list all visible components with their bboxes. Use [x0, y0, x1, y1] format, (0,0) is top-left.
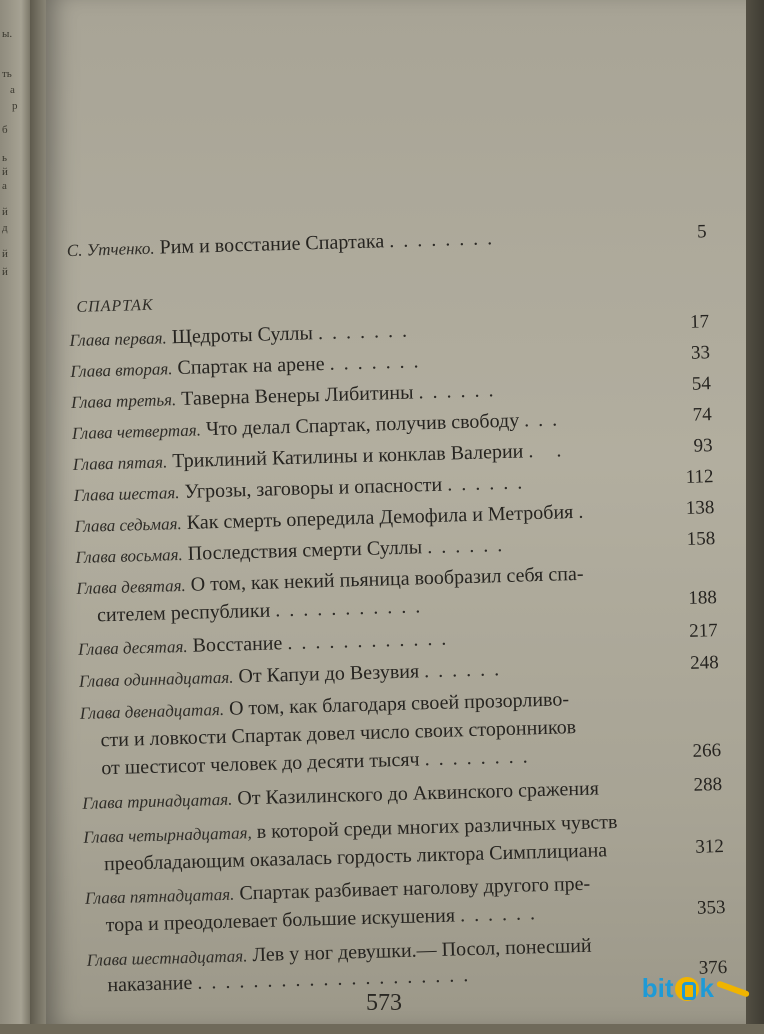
table-of-contents — [32, 0, 760, 1034]
page-number: 188 — [688, 587, 718, 609]
intro-title: Рим и восстание Спартака — [159, 230, 385, 259]
leader-dots: ...... — [423, 657, 509, 683]
page-number: 93 — [693, 435, 713, 457]
chapter-label: Глава третья. — [70, 390, 177, 413]
left-page-edge — [0, 0, 30, 1024]
leader-dots: ............ — [287, 627, 456, 655]
chapter-label: Глава четырнадцатая, — [83, 823, 252, 847]
section-heading: СПАРТАК — [76, 296, 154, 316]
leader-dots: ... — [523, 408, 567, 432]
watermark-text: bit — [641, 973, 674, 1003]
leader-dots: ........... — [274, 595, 430, 622]
page-number: 33 — [690, 342, 711, 364]
chapter-title-line: тора и преодолевает большие искушения — [105, 904, 456, 937]
page-number: 54 — [691, 373, 712, 395]
intro-leader-dots: ........ — [388, 226, 502, 253]
page-number: 158 — [686, 528, 716, 550]
chapter-label: Глава пятнадцатая. — [84, 884, 235, 908]
left-page-fragment: д — [2, 222, 8, 234]
leader-dots: ...... — [418, 378, 503, 404]
chapter-title-line: от шестисот человек до десяти тысяч — [101, 748, 420, 780]
watermark-swoosh-icon — [716, 980, 750, 997]
leader-dots: . — [578, 500, 593, 523]
left-page-fragment: й — [2, 248, 8, 260]
chapter-title-line: наказание — [107, 971, 193, 997]
chapter-title-line: Спартак разбивает наголову другого пре- — [239, 872, 591, 905]
leader-dots: . . — [527, 439, 571, 463]
chapter-title: Щедроты Суллы — [171, 322, 314, 349]
leader-dots: .................... — [197, 963, 478, 994]
page-number: 138 — [685, 497, 715, 519]
chapter-label: Глава вторая. — [70, 359, 173, 382]
page-number: 217 — [688, 620, 719, 642]
watermark-logo — [642, 973, 750, 1004]
left-page-fragment: ть — [2, 68, 12, 80]
chapter-title: От Капуи до Везувия — [238, 660, 420, 688]
left-page-fragment: б — [2, 124, 8, 136]
leader-dots: ...... — [459, 902, 545, 927]
page-number: 288 — [693, 774, 723, 796]
intro-page-number: 5 — [696, 221, 707, 243]
chapter-title: Как смерть опередила Демофила и Метробия — [186, 501, 574, 534]
chapter-title: Что делал Спартак, получив свободу — [205, 409, 520, 441]
chapter-label: Глава восьмая. — [75, 544, 184, 567]
page-folio-number: 573 — [366, 990, 402, 1016]
chapter-label: Глава седьмая. — [74, 513, 183, 536]
page-number: 112 — [685, 466, 714, 488]
chapter-title-line: О том, как благодаря своей прозорливо- — [228, 688, 570, 720]
page-number: 312 — [695, 835, 725, 858]
chapter-label: Глава девятая. — [76, 575, 187, 598]
chapter-label: Глава тринадцатая. — [82, 789, 233, 813]
left-page-fragment: ь — [2, 152, 8, 164]
chapter-title-line: сти и ловкости Спартак довел число своих сторонников — [100, 716, 577, 752]
page-number: 248 — [689, 652, 719, 674]
left-page-fragment: й — [2, 206, 8, 218]
left-page-fragment: й — [2, 166, 8, 178]
toc-intro — [67, 219, 708, 264]
left-page-fragment: а — [10, 84, 15, 96]
contents-page — [46, 0, 746, 1024]
left-page-fragment: й — [2, 266, 8, 278]
chapter-title: Угрозы, заговоры и опасности — [184, 473, 443, 503]
chapter-title-line: в которой среди многих различных чувств — [256, 810, 618, 844]
chapter-title-line: О том, как некий пьяница вообразил себя спа- — [190, 562, 584, 596]
watermark-coin-icon — [675, 977, 699, 1001]
chapter-title-line: преобладающим оказалась гордость ликтора Симплициана — [103, 839, 608, 876]
chapter-title: От Казилинского до Аквинского сражения — [237, 777, 600, 810]
chapter-title-line: Лев у ног девушки.— Посол, понесший — [252, 934, 592, 967]
left-page-fragment: р — [12, 100, 18, 112]
chapter-title: Триклиний Катилины и конклав Валерии — [171, 440, 524, 473]
page-number: 266 — [692, 740, 722, 762]
page-number: 74 — [692, 404, 713, 426]
chapter-title: Таверна Венеры Либитины — [180, 381, 414, 410]
chapter-title-line: сителем республики — [96, 599, 271, 627]
chapter-label: Глава четвертая. — [71, 420, 202, 444]
watermark-text: k — [699, 973, 714, 1003]
chapter-label: Глава первая. — [69, 328, 168, 351]
chapter-title: Последствия смерти Суллы — [187, 536, 423, 565]
left-page-fragment: а — [2, 180, 7, 192]
leader-dots: ...... — [446, 471, 532, 496]
leader-dots: ....... — [317, 319, 417, 345]
leader-dots: ........ — [424, 745, 537, 771]
chapter-label: Глава десятая. — [77, 636, 188, 659]
intro-author: С. Утченко. — [66, 238, 155, 261]
page-number: 353 — [696, 896, 726, 919]
page-number: 376 — [698, 956, 728, 979]
chapter-label: Глава двенадцатая. — [79, 699, 225, 723]
chapter-title: Спартак на арене — [177, 352, 325, 380]
chapter-label: Глава шестнадцатая. — [86, 946, 248, 970]
leader-dots: ...... — [426, 533, 512, 559]
chapter-label: Глава одиннадцатая. — [78, 667, 234, 691]
chapter-title: Восстание — [192, 632, 283, 657]
chapter-label: Глава пятая. — [72, 452, 168, 475]
left-page-fragment: ы. — [2, 28, 13, 40]
chapter-label: Глава шестая. — [73, 483, 180, 505]
leader-dots: ....... — [329, 350, 428, 375]
page-number: 17 — [689, 311, 710, 333]
